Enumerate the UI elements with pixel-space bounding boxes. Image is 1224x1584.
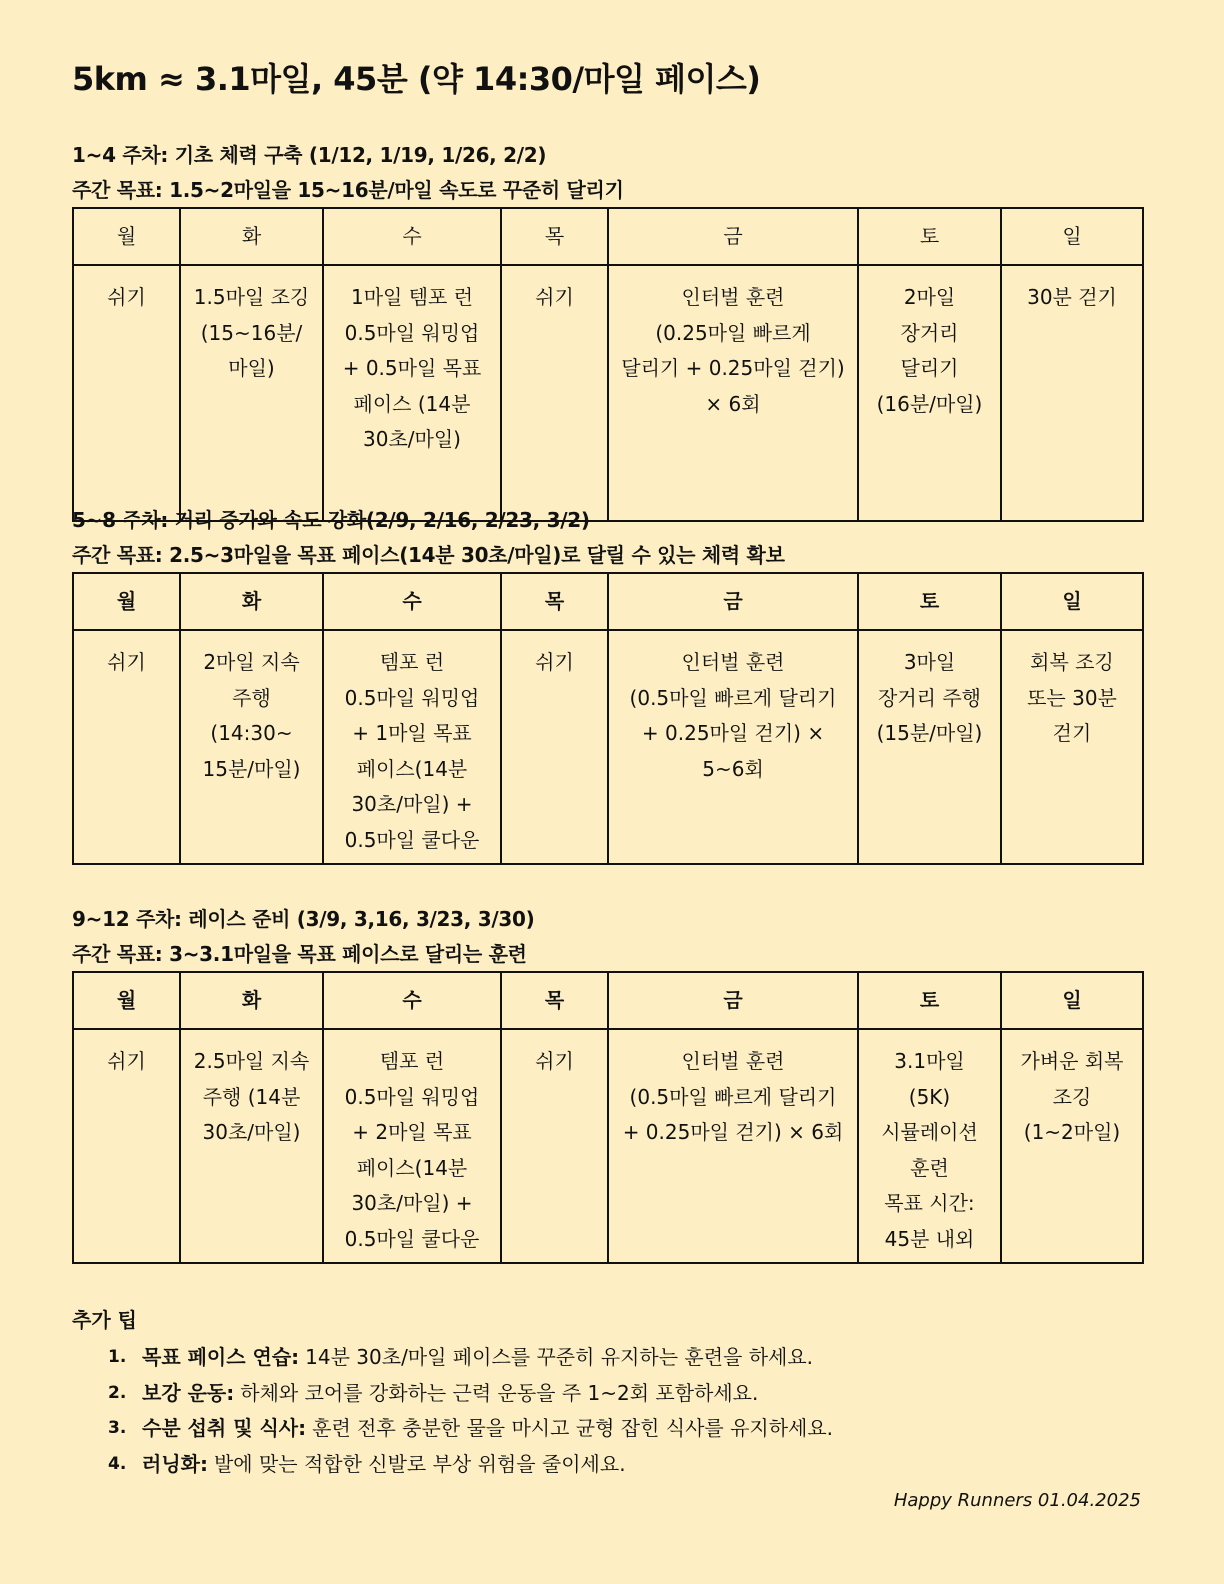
workout-line: 0.5마일 쿨다운 (344, 1226, 480, 1251)
tip-number: 1. (108, 1347, 127, 1367)
workout-line: (15분/마일) (876, 721, 983, 745)
day-header: 화 (180, 972, 323, 1029)
workout-cell (1001, 265, 1143, 521)
day-header: 금 (608, 972, 858, 1029)
tip-text: 발에 맞는 적합한 신발로 부상 위험을 줄이세요. (213, 1451, 626, 1476)
workout-cell (73, 630, 180, 864)
workout-line: 5~6회 (702, 756, 764, 781)
workout-line: 쉬기 (535, 285, 574, 309)
workout-line: 45분 내외 (884, 1226, 975, 1251)
tip-label: 목표 페이스 연습: (142, 1345, 300, 1369)
workout-cell (608, 630, 858, 864)
workout-line: 30초/마일) (363, 427, 461, 451)
workout-line: 또는 30분 (1027, 685, 1117, 710)
workout-line: + 0.5마일 목표 (342, 356, 482, 380)
day-header: 일 (1001, 573, 1143, 630)
tips-title: 추가 팁 (72, 1308, 137, 1332)
day-header: 목 (501, 573, 608, 630)
workout-line: 0.5마일 워밍업 (344, 685, 480, 710)
workout-cell (501, 1029, 608, 1263)
workout-line: 템포 런 (379, 650, 445, 674)
workout-line: + 0.25마일 걷기) × 6회 (622, 1120, 844, 1144)
tip-text: 14분 30초/마일 페이스를 꾸준히 유지하는 훈련을 하세요. (305, 1345, 814, 1369)
workout-line: 쉬기 (107, 285, 146, 309)
workout-cell (323, 630, 501, 864)
day-header: 월 (73, 208, 180, 265)
workout-line: 쉬기 (535, 650, 574, 674)
workout-line: (1~2마일) (1023, 1120, 1121, 1144)
workout-line: × 6회 (705, 391, 761, 416)
workout-line: 3.1마일 (894, 1049, 965, 1073)
section-heading: 9~12 주차: 레이스 준비 (3/9, 3,16, 3/23, 3/30) (72, 907, 535, 931)
tip-text: 훈련 전후 충분한 물을 마시고 균형 잡힌 식사를 유지하세요. (312, 1416, 834, 1440)
day-header: 토 (858, 208, 1001, 265)
workout-line: 인터벌 훈련 (681, 285, 785, 309)
workout-cell (501, 630, 608, 864)
weekly-plan-table (72, 572, 1144, 865)
workout-line: 0.5마일 워밍업 (344, 320, 480, 345)
workout-line: 페이스(14분 (356, 756, 468, 781)
workout-line: 30초/마일) + (351, 1191, 473, 1215)
day-header: 일 (1001, 972, 1143, 1029)
workout-line: 달리기 (900, 356, 959, 380)
tip-number: 3. (108, 1418, 127, 1438)
tip-label: 보강 운동: (142, 1380, 235, 1405)
page-title: 5km ≈ 3.1마일, 45분 (약 14:30/마일 페이스) (72, 60, 761, 98)
weekly-plan-table (72, 207, 1144, 522)
workout-line: 훈련 (910, 1155, 949, 1180)
workout-line: 15분/마일) (202, 756, 301, 781)
section-header-weeks-5-8 (72, 503, 785, 573)
workout-line: 목표 시간: (884, 1191, 975, 1215)
section-goal: 주간 목표: 3~3.1마일을 목표 페이스로 달리는 훈련 (72, 942, 527, 966)
workout-line: 인터벌 훈련 (681, 650, 785, 674)
workout-line: 쉬기 (535, 1049, 574, 1073)
workout-cell (858, 630, 1001, 864)
workout-line: 장거리 주행 (878, 685, 981, 710)
workout-cell (323, 265, 501, 521)
workout-line: 페이스 (14분 (353, 391, 471, 416)
workout-line: 템포 런 (379, 1049, 445, 1073)
workout-line: 페이스(14분 (356, 1155, 468, 1180)
workout-line: (5K) (908, 1084, 951, 1109)
workout-line: (0.5마일 빠르게 달리기 (629, 685, 837, 710)
tip-number: 4. (108, 1453, 127, 1474)
workout-line: 30초/마일) + (351, 792, 473, 816)
section-heading: 1~4 주차: 기초 체력 구축 (1/12, 1/19, 1/26, 2/2) (72, 143, 547, 167)
day-header: 월 (73, 573, 180, 630)
workout-line: 쉬기 (107, 650, 146, 674)
workout-cell (180, 630, 323, 864)
tips-list (72, 1340, 833, 1482)
day-header: 월 (73, 972, 180, 1029)
workout-line: 회복 조깅 (1030, 650, 1114, 674)
tip-item (72, 1376, 833, 1412)
workout-cell (858, 265, 1001, 521)
section-header-weeks-1-4 (72, 138, 624, 208)
day-header: 목 (501, 208, 608, 265)
workout-cell (608, 1029, 858, 1263)
day-header: 화 (180, 573, 323, 630)
workout-line: + 1마일 목표 (352, 721, 472, 745)
workout-line: + 0.25마일 걷기) × (641, 721, 825, 745)
section-goal: 주간 목표: 2.5~3마일을 목표 페이스(14분 30초/마일)로 달릴 수 있는 체력 확보 (72, 543, 785, 567)
section-header-weeks-9-12 (72, 902, 534, 972)
tip-item (72, 1340, 833, 1376)
section-heading: 5~8 주차: 거리 증가와 속도 강화(2/9, 2/16, 2/23, 3/2) (72, 508, 590, 532)
tip-label: 러닝화: (142, 1451, 208, 1476)
workout-cell (180, 1029, 323, 1263)
workout-line: 30분 걷기 (1027, 285, 1117, 309)
workout-line: (16분/마일) (876, 391, 983, 416)
workout-cell (858, 1029, 1001, 1263)
workout-line: (15~16분/ (200, 320, 303, 345)
workout-line: 주행 (232, 685, 271, 710)
workout-line: 30초/마일) (202, 1120, 301, 1144)
workout-line: 3마일 (903, 650, 956, 674)
tip-item (72, 1411, 833, 1447)
day-header: 수 (323, 573, 501, 630)
workout-cell (501, 265, 608, 521)
workout-cell (323, 1029, 501, 1263)
workout-cell (73, 265, 180, 521)
tips-section (72, 1302, 833, 1482)
day-header: 토 (858, 972, 1001, 1029)
day-header: 금 (608, 573, 858, 630)
tip-number: 2. (108, 1382, 127, 1403)
workout-cell (1001, 630, 1143, 864)
tip-text: 하체와 코어를 강화하는 근력 운동을 주 1~2회 포함하세요. (240, 1380, 759, 1405)
workout-line: (14:30~ (210, 721, 293, 745)
workout-line: 조깅 (1052, 1084, 1092, 1109)
day-header: 금 (608, 208, 858, 265)
section-goal: 주간 목표: 1.5~2마일을 15~16분/마일 속도로 꾸준히 달리기 (72, 178, 624, 202)
workout-line: 0.5마일 쿨다운 (344, 827, 480, 852)
day-header: 화 (180, 208, 323, 265)
workout-cell (608, 265, 858, 521)
workout-line: 가벼운 회복 (1020, 1049, 1124, 1073)
day-header: 수 (323, 972, 501, 1029)
workout-line: + 2마일 목표 (352, 1120, 472, 1144)
workout-line: (0.5마일 빠르게 달리기 (629, 1084, 837, 1109)
workout-cell (1001, 1029, 1143, 1263)
workout-line: 2마일 (903, 285, 956, 309)
workout-line: 2마일 지속 (203, 650, 300, 674)
workout-line: 인터벌 훈련 (681, 1049, 785, 1073)
workout-line: 2.5마일 지속 (193, 1049, 310, 1073)
day-header: 수 (323, 208, 501, 265)
tip-label: 수분 섭취 및 식사: (142, 1416, 307, 1440)
workout-line: 1.5마일 조깅 (193, 285, 310, 309)
workout-line: 장거리 (900, 320, 959, 345)
day-header: 일 (1001, 208, 1143, 265)
workout-line: 시뮬레이션 (881, 1120, 978, 1144)
workout-line: 쉬기 (107, 1049, 146, 1073)
workout-cell (180, 265, 323, 521)
workout-line: 0.5마일 워밍업 (344, 1084, 480, 1109)
workout-cell (73, 1029, 180, 1263)
workout-line: 걷기 (1052, 721, 1092, 745)
weekly-plan-table (72, 971, 1144, 1264)
day-header: 토 (858, 573, 1001, 630)
workout-line: 달리기 + 0.25마일 걷기) (621, 356, 845, 380)
workout-line: (0.25마일 빠르게 (655, 320, 811, 345)
workout-line: 1마일 템포 런 (350, 285, 474, 309)
tip-item (72, 1447, 833, 1483)
workout-line: 주행 (14분 (202, 1084, 301, 1109)
workout-line: 마일) (228, 356, 275, 380)
footer-signature: Happy Runners 01.04.2025 (893, 1490, 1141, 1511)
day-header: 목 (501, 972, 608, 1029)
